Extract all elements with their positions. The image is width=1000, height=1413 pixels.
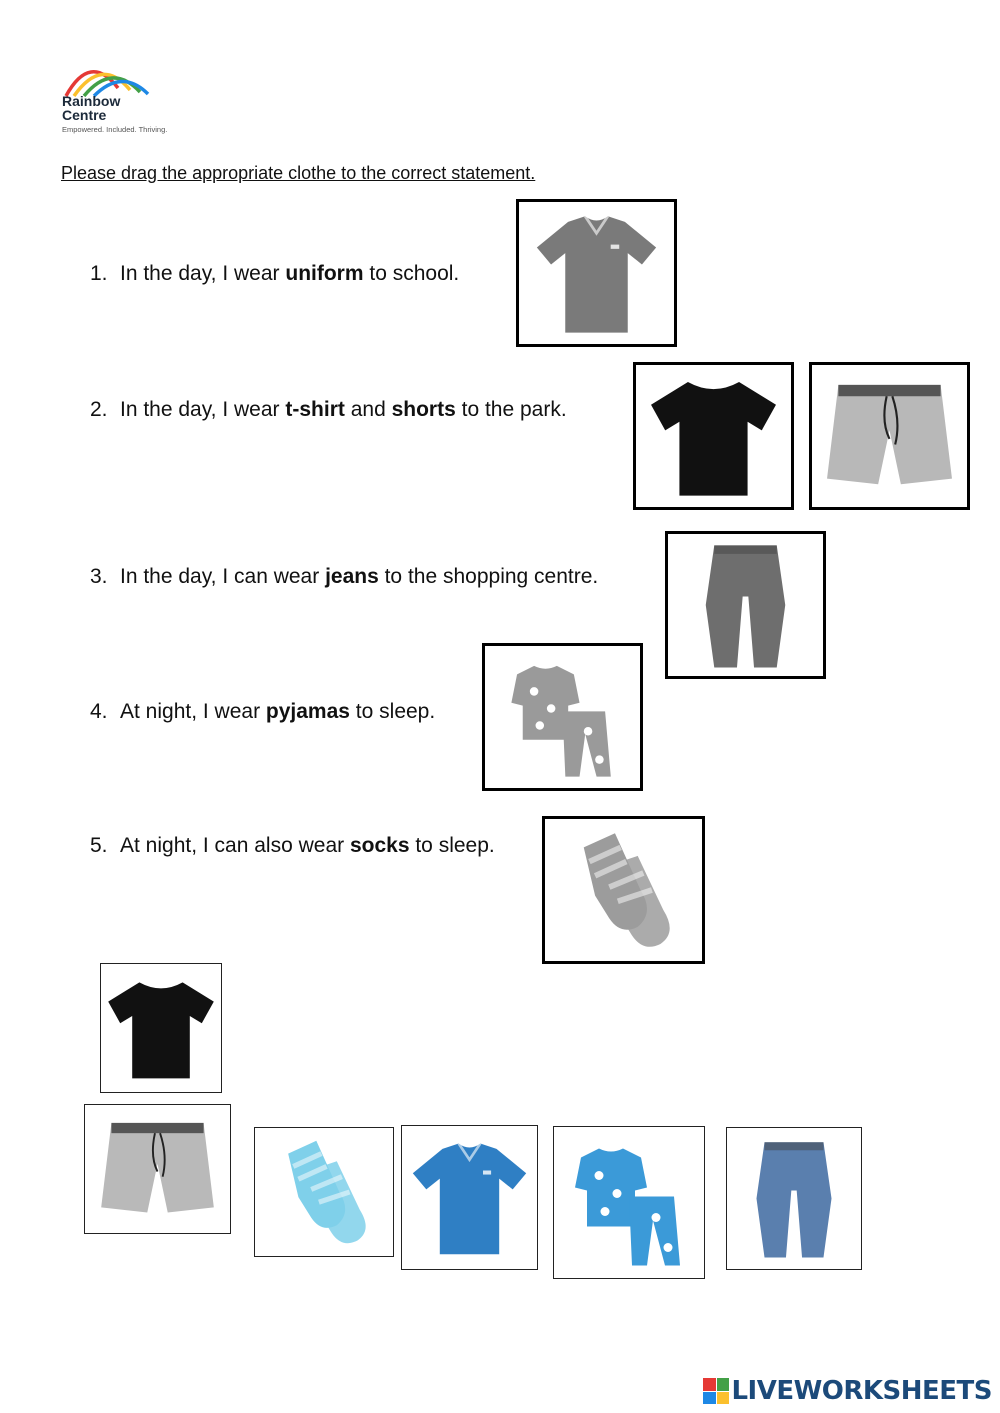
statement-text: to sleep. [349,700,436,723]
statement-number: 1. [90,262,108,285]
drag-item-socks[interactable] [254,1127,394,1257]
logo-tagline: Empowered. Included. Thriving. [62,125,168,134]
logo-name-line2: Centre [62,107,107,123]
rainbow-centre-logo [58,58,198,138]
statement-text: In the day, I wear [120,262,286,285]
jeans-icon [668,534,823,676]
statement-keyword: pyjamas [265,700,350,723]
polo-shirt-icon [402,1126,537,1269]
logo-name-line1: Rainbow [62,93,121,109]
statement-number: 4. [90,700,108,723]
drop-target-pyjamas[interactable] [482,643,643,791]
drag-item-shorts[interactable] [84,1104,231,1234]
drag-item-t-shirt[interactable] [100,963,222,1093]
drop-target-socks[interactable] [542,816,705,964]
t-shirt-icon [636,365,791,507]
statement-text: and [344,398,392,421]
liveworksheets-brand [703,1375,992,1407]
drag-item-pyjamas[interactable] [553,1126,705,1279]
drop-target-t-shirt[interactable] [633,362,794,510]
statement-2 [90,398,567,422]
instruction-text: Please drag the appropriate clothe to the correct statement. [61,163,536,183]
jeans-icon [727,1128,861,1269]
liveworksheets-badge-icon [703,1378,729,1404]
pyjamas-icon [485,646,640,788]
statement-keyword: jeans [325,565,379,588]
statement-3 [90,565,598,589]
socks-icon [545,819,702,961]
statement-text: In the day, I can wear [120,565,326,588]
t-shirt-icon [101,964,221,1092]
shorts-icon [812,365,967,507]
statement-text: to school. [363,262,460,285]
pyjamas-icon [554,1127,704,1278]
statement-text: At night, I can also wear [120,834,350,857]
statement-keyword: socks [349,834,410,857]
brand-text: LIVEWORKSHEETS [731,1376,992,1406]
rainbow-arcs-icon [60,58,150,98]
drop-target-jeans[interactable] [665,531,826,679]
drag-item-jeans[interactable] [726,1127,862,1270]
statement-text: At night, I wear [120,700,266,723]
drag-item-polo-shirt[interactable] [401,1125,538,1270]
statement-text: to the park. [455,398,567,421]
statement-keyword: shorts [391,398,456,421]
statement-text: to sleep. [409,834,495,857]
statement-keyword: uniform [285,262,364,285]
shorts-icon [85,1105,230,1233]
statement-text: In the day, I wear [120,398,286,421]
polo-shirt-icon [519,202,674,344]
statement-number: 2. [90,398,108,421]
statement-4 [90,700,435,724]
statement-number: 3. [90,565,108,588]
drop-target-shorts[interactable] [809,362,970,510]
statement-5 [90,834,495,858]
statement-number: 5. [90,834,108,857]
statement-text: to the shopping centre. [378,565,599,588]
socks-icon [255,1128,393,1256]
statement-1 [90,262,459,286]
statement-keyword: t-shirt [285,398,345,421]
drop-target-polo-shirt[interactable] [516,199,677,347]
